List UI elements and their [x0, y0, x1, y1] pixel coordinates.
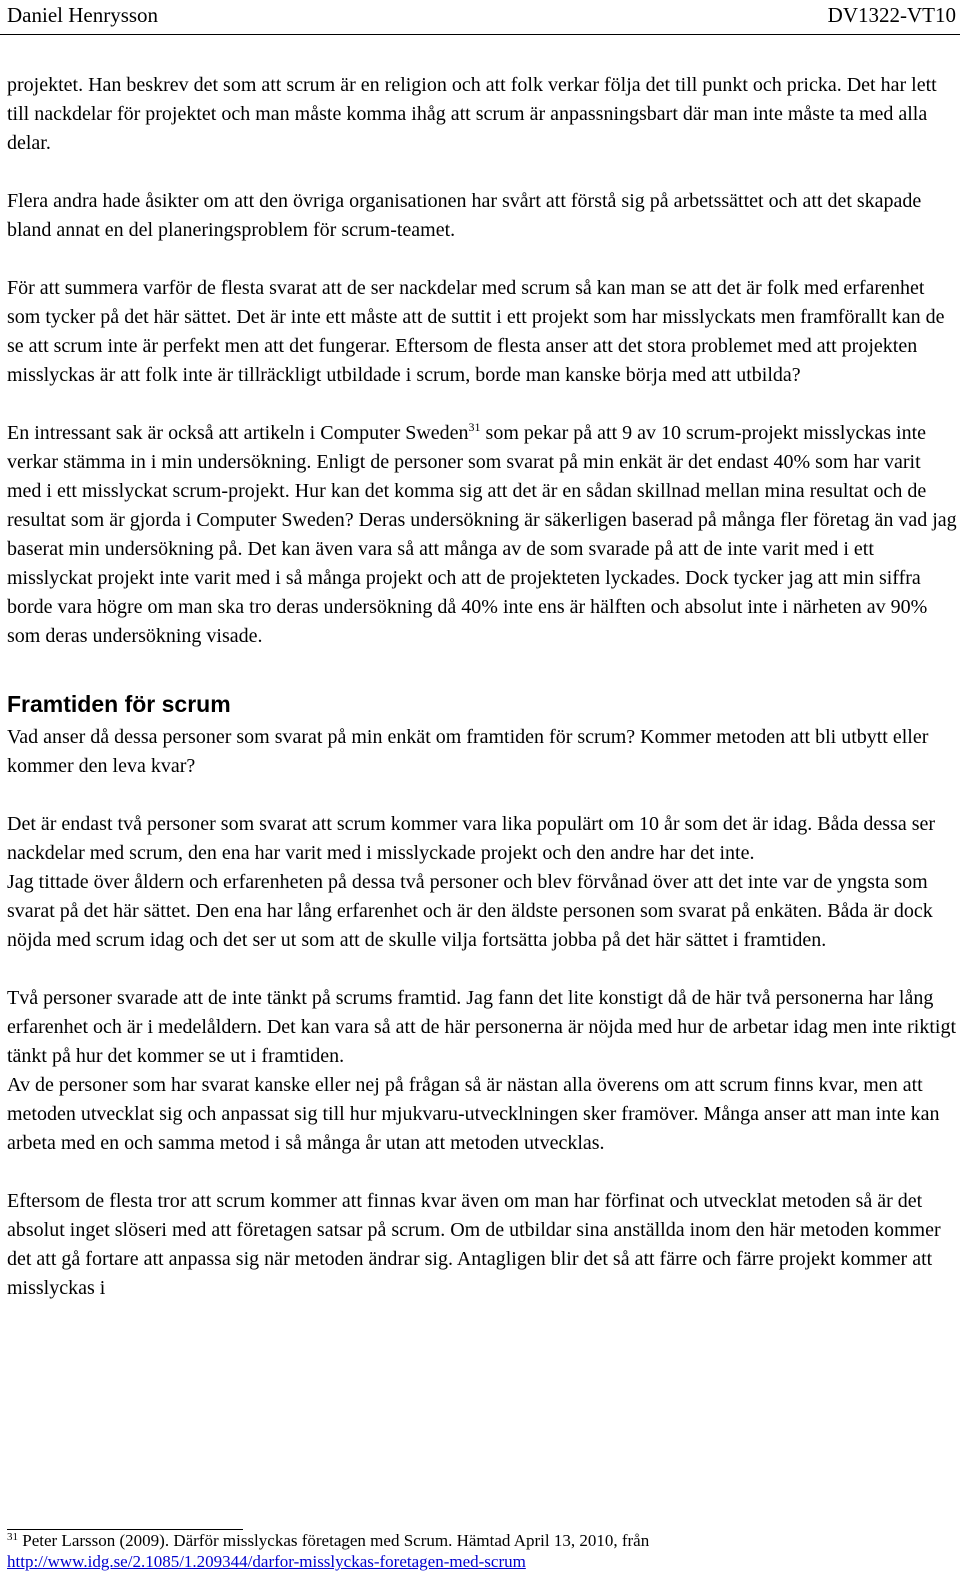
- paragraph-1: projektet. Han beskrev det som att scrum är en religion och att folk verkar följa det till punkt och pricka. Det har lett till nackdelar för projektet och man måste komma ihåg att scrum är anpassningsbart där man inte måste ta med alla delar.: [7, 74, 937, 154]
- paragraph-3: För att summera varför de flesta svarat att de ser nackdelar med scrum så kan man se att det är folk med erfarenhet som tycker på det här sättet. Det är inte ett måste att de suttit i ett projekt som har misslyckats men framförallt kan de se att scrum inte är perfekt men att det fungerar. Eftersom de flesta anser att det stora problemet med att projekten misslyckas är att folk inte är tillräckligt utbildade i scrum, borde man kanske börja med att utbilda?: [7, 277, 945, 386]
- section-heading: Framtiden för scrum: [7, 691, 231, 717]
- header-author: Daniel Henrysson: [7, 3, 159, 27]
- footnote-reference[interactable]: 31: [468, 420, 481, 434]
- footnote: [7, 1530, 960, 1572]
- page-header: [0, 0, 960, 32]
- header-course-code: DV1322-VT10: [827, 3, 956, 27]
- footnote-citation: [7, 1530, 960, 1551]
- paragraph-10: Eftersom de flesta tror att scrum kommer att finnas kvar även om man har förfinat och utvecklat metoden så är det absolut inget slöseri med att företagen satsar på scrum. Om de utbildar sina anställda inom den här metoden kommer det att gå fortare att anpassa sig när metoden ändrar sig. Antagligen blir det så att färre och färre projekt kommer att misslyckas i: [7, 1190, 941, 1299]
- paragraph-7: Jag tittade över åldern och erfarenheten på dessa två personer och blev förvånad över att det inte var de yngsta som svarat på det här sättet. Den ena har lång erfarenhet och är den äldste personen som svarat på enkäten. Båda är dock nöjda med scrum idag och det ser ut som att de skulle vilja fortsätta jobba på det här sättet i framtiden.: [7, 871, 933, 951]
- paragraph-2: Flera andra hade åsikter om att den övriga organisationen har svårt att förstå sig på arbetssättet och att det skapade bland annat en del planeringsproblem för scrum-teamet.: [7, 190, 922, 241]
- footnote-text: Peter Larsson (2009). Därför misslyckas företagen med Scrum. Hämtad April 13, 2010, från: [18, 1531, 650, 1550]
- paragraph-4-rest: som pekar på att 9 av 10 scrum-projekt misslyckas inte verkar stämma in i min undersökning. Enligt de personer som svarat på min enkät är det endast 40% som har varit med i ett misslyckat scrum-projekt. Hur kan det komma sig att det är en sådan skillnad mellan mina resultat och de resultat som är gjorda i Computer Sweden? Deras undersökning är säkerligen baserad på många fler företag än vad jag baserat min undersökning på. Det kan även vara så att många av de som svarade på att de inte varit med i ett misslyckat projekt inte varit med i så många projekt och att de projekteten lyckades. Dock tycker jag att min siffra borde vara högre om man ska tro deras undersökning då 40% inte ens är hälften och absolut inte i närheten av 90% som deras undersökning visade.: [7, 422, 957, 647]
- document-body: [7, 71, 960, 1332]
- footnote-number: 31: [7, 1531, 18, 1543]
- paragraph-8: Två personer svarade att de inte tänkt på scrums framtid. Jag fann det lite konstigt då de här två personerna har lång erfarenhet och är i medelåldern. Det kan vara så att de här personerna är nöjda med hur de arbetar idag men inte riktigt tänkt på hur det kommer se ut i framtiden.: [7, 987, 957, 1067]
- header-rule: [0, 34, 960, 35]
- footnote-link[interactable]: http://www.idg.se/2.1085/1.209344/darfor-misslyckas-foretagen-med-scrum: [7, 1552, 526, 1571]
- paragraph-6: Det är endast två personer som svarat att scrum kommer vara lika populärt om 10 år som det är idag. Båda dessa ser nackdelar med scrum, den ena har varit med i misslyckade projekt och den andre har det inte.: [7, 813, 936, 864]
- paragraph-4-start: En intressant sak är också att artikeln i Computer Sweden: [7, 422, 469, 444]
- paragraph-4: [7, 419, 960, 651]
- paragraph-9: Av de personer som har svarat kanske eller nej på frågan så är nästan alla överens om att scrum finns kvar, men att metoden utvecklat sig och anpassat sig till hur mjukvaru-utvecklningen sker framöver. Många anser att man inte kan arbeta med en och samma metod i så många år utan att metoden utvecklas.: [7, 1074, 940, 1154]
- paragraph-5: Vad anser då dessa personer som svarat på min enkät om framtiden för scrum? Kommer metoden att bli utbytt eller kommer den leva kvar?: [7, 726, 929, 777]
